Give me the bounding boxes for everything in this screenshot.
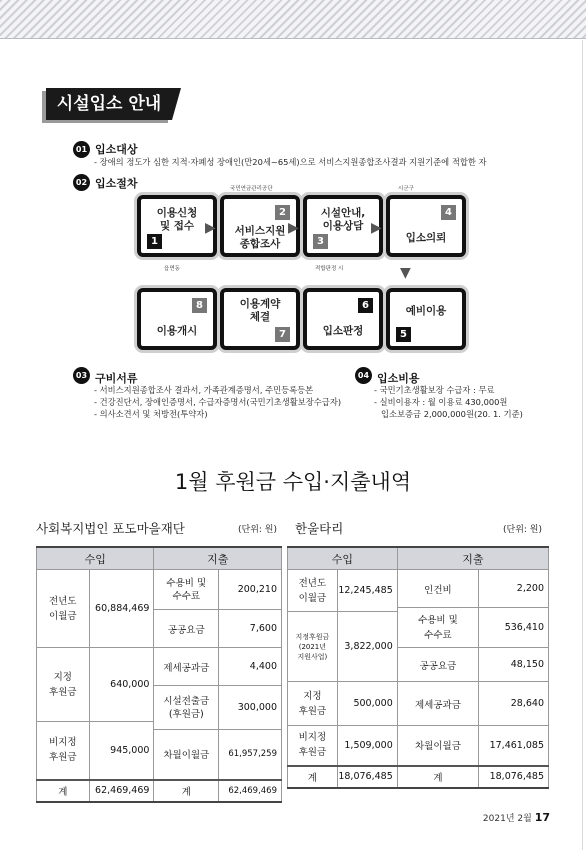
right-table xyxy=(287,546,549,789)
right-unit: (단위: 원) xyxy=(503,525,542,535)
step-number: 4 xyxy=(441,205,456,220)
expense-value: 48,150 xyxy=(479,648,549,682)
left-unit: (단위: 원) xyxy=(238,525,277,535)
step-label: 이용계약 체결 xyxy=(239,298,281,323)
step-4 xyxy=(386,195,466,257)
section-number: 01 xyxy=(73,141,90,158)
income-label: 전년도 이월금 xyxy=(288,570,338,612)
income-label: 지정 후원금 xyxy=(288,682,338,726)
section-text: 입소보증금 2,000,000원(20. 1. 기준) xyxy=(381,409,523,419)
income-label: 지정후원금 (2021년 지원사업) xyxy=(288,612,338,682)
expense-label: 수용비 및 수수료 xyxy=(154,570,219,610)
income-value: 60,884,469 xyxy=(89,570,154,648)
step-label: 입소판정 xyxy=(322,325,364,337)
step-label: 서비스지원 종합조사 xyxy=(234,225,286,250)
page-number: 17 xyxy=(534,811,550,824)
page-footer xyxy=(483,811,550,824)
section-heading: 구비서류 xyxy=(95,372,138,385)
expense-value: 200,210 xyxy=(219,570,282,610)
expense-value: 17,461,085 xyxy=(479,726,549,766)
expense-value: 61,957,259 xyxy=(219,730,282,780)
expense-label: 제세공과금 xyxy=(154,648,219,686)
report-title: 1월 후원금 수입·지출내역 xyxy=(174,470,412,494)
step-note: 적합판정 시 xyxy=(315,266,344,272)
expense-value: 536,410 xyxy=(479,608,549,648)
total-label: 계 xyxy=(154,780,219,802)
section-text: - 장애의 정도가 심한 지적·자폐성 장애인(만20세~65세)으로 서비스지원종합조사결과 지원기준에 적합한 자 xyxy=(94,157,487,167)
section-heading: 입소대상 xyxy=(95,143,138,156)
page-title: 시설입소 안내 xyxy=(46,88,172,120)
income-header: 수입 xyxy=(288,547,398,570)
expense-label: 수용비 및 수수료 xyxy=(397,608,478,648)
section-text: - 의사소견서 및 처방전(투약자) xyxy=(94,409,208,419)
expense-label: 차월이월금 xyxy=(154,730,219,780)
expense-label: 공공요금 xyxy=(397,648,478,682)
income-value: 945,000 xyxy=(89,722,154,780)
step-number: 1 xyxy=(147,234,162,249)
step-6 xyxy=(303,288,383,350)
expense-value: 300,000 xyxy=(219,686,282,730)
expense-label: 시설전출금 (후원금) xyxy=(154,686,219,730)
expense-label: 인건비 xyxy=(397,570,478,608)
arrow-right-icon: ▶ xyxy=(288,220,299,236)
expense-label: 공공요금 xyxy=(154,610,219,648)
expense-value: 4,400 xyxy=(219,648,282,686)
step-number: 3 xyxy=(313,234,328,249)
step-note: 국민연금관리공단 xyxy=(230,186,273,192)
total-label: 계 xyxy=(37,780,90,802)
step-label: 시설안내, 이용상담 xyxy=(320,207,366,232)
arrow-right-icon: ▶ xyxy=(205,220,216,236)
footer-date: 2021년 2월 xyxy=(482,814,532,824)
income-total: 62,469,469 xyxy=(89,780,154,802)
section-number: 02 xyxy=(73,174,90,191)
expense-label: 제세공과금 xyxy=(397,682,478,726)
income-value: 640,000 xyxy=(89,648,154,722)
section-text: - 건강진단서, 장애인증명서, 수급자증명서(국민기초생활보장수급자) xyxy=(94,397,342,407)
section-text: - 국민기초생활보장 수급자 : 무료 xyxy=(374,385,495,395)
expense-value: 7,600 xyxy=(219,610,282,648)
expense-header: 지출 xyxy=(154,547,282,570)
step-number: 7 xyxy=(275,327,290,342)
income-value: 1,509,000 xyxy=(337,726,397,766)
income-total: 18,076,485 xyxy=(337,766,397,788)
income-value: 3,822,000 xyxy=(337,612,397,682)
arrow-right-icon: ▶ xyxy=(371,220,382,236)
section-number: 03 xyxy=(73,367,90,384)
step-note: 시군구 xyxy=(398,186,414,192)
step-5 xyxy=(386,288,466,350)
step-number: 8 xyxy=(192,298,207,313)
income-label: 비지정 후원금 xyxy=(288,726,338,766)
expense-value: 28,640 xyxy=(479,682,549,726)
step-label: 예비이용 xyxy=(405,305,447,317)
expense-header: 지출 xyxy=(397,547,548,570)
income-label: 지정 후원금 xyxy=(37,648,90,722)
expense-label: 차월이월금 xyxy=(397,726,478,766)
income-value: 12,245,485 xyxy=(337,570,397,612)
section-text: - 실비이용자 : 월 이용료 430,000원 xyxy=(374,397,508,407)
step-label: 이용신청 및 접수 xyxy=(156,207,198,232)
total-label: 계 xyxy=(397,766,478,788)
right-org-name: 한울타리 xyxy=(295,521,344,536)
expense-total: 62,469,469 xyxy=(219,780,282,802)
header-stripe xyxy=(0,0,586,38)
income-header: 수입 xyxy=(37,547,154,570)
step-number: 6 xyxy=(358,298,373,313)
step-number: 5 xyxy=(396,327,411,342)
income-label: 전년도 이월금 xyxy=(37,570,90,648)
step-note: 읍면동 xyxy=(164,266,180,272)
step-label: 이용개시 xyxy=(156,325,198,337)
page-edge xyxy=(582,40,583,850)
expense-total: 18,076,485 xyxy=(479,766,549,788)
section-number: 04 xyxy=(355,367,372,384)
step-label: 입소의뢰 xyxy=(405,232,447,244)
arrow-down-icon: ▼ xyxy=(400,265,411,281)
total-label: 계 xyxy=(288,766,338,788)
section-text: - 서비스지원종합조사 결과서, 가족관계증명서, 주민등록등본 xyxy=(94,385,314,395)
income-value: 500,000 xyxy=(337,682,397,726)
step-7 xyxy=(220,288,300,350)
step-number: 2 xyxy=(275,205,290,220)
expense-value: 2,200 xyxy=(479,570,549,608)
step-8 xyxy=(137,288,217,350)
section-heading: 입소비용 xyxy=(377,372,420,385)
left-org-name: 사회복지법인 포도마을재단 xyxy=(36,521,185,536)
left-table xyxy=(36,546,282,803)
income-label: 비지정 후원금 xyxy=(37,722,90,780)
section-heading: 입소절차 xyxy=(95,177,138,190)
header-line xyxy=(0,38,586,39)
